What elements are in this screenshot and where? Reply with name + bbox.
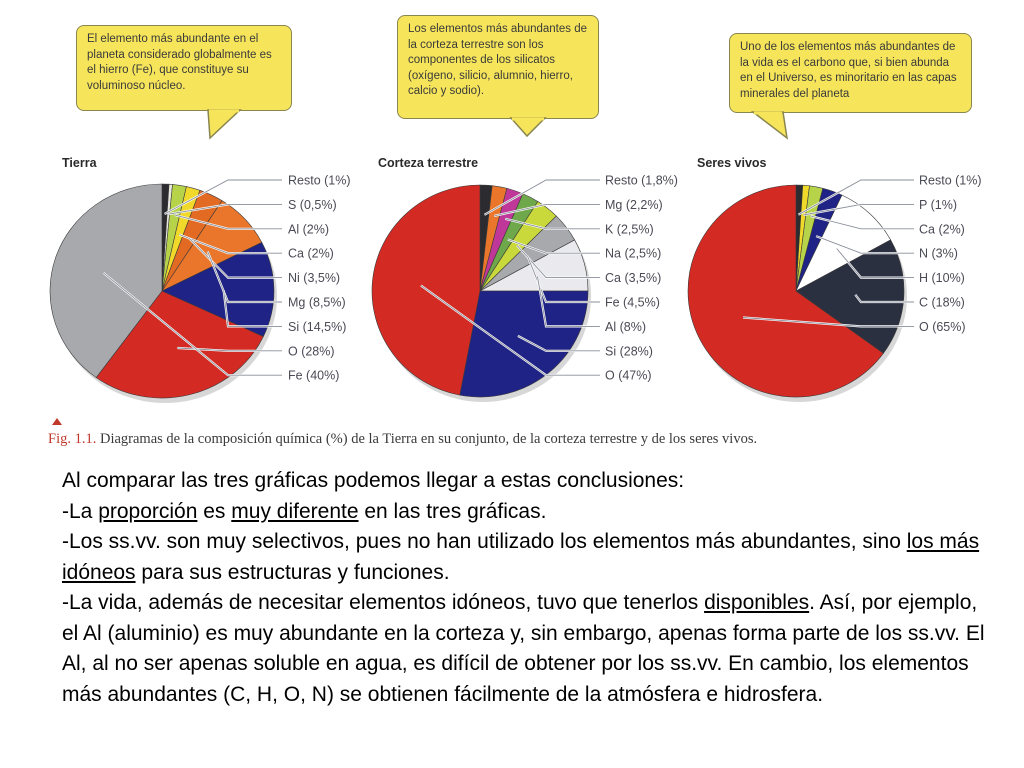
underlined-text: proporción [98, 499, 198, 523]
text-run: -Los ss.vv. son muy selectivos, pues no han utilizado los elementos más abundantes, sino [62, 530, 907, 553]
legend-label: Resto (1%) [919, 173, 982, 188]
text-run: . Así, por ejemplo, el Al (aluminio) es muy abundante en la corteza y, sin embargo, apenas forma parte de los ss.vv. El Al, al no ser apenas soluble en agua, es difícil de obtener por los ss.vv. En cambio, los elementos más abundantes (C, H, O, N) se obtienen fácilmente de la atmósfera e hidrosfera. [62, 591, 985, 706]
conclusion-available [62, 588, 992, 710]
conclusions-text [62, 466, 992, 710]
legend-label: Resto (1%) [288, 173, 351, 188]
legend-label: O (65%) [919, 319, 966, 334]
conclusion-proportion [62, 497, 992, 528]
legend-label: Ca (2%) [919, 222, 965, 237]
text-run: para sus estructuras y funciones. [135, 560, 450, 584]
chart-title-tierra: Tierra [62, 156, 97, 170]
legend-label: Si (28%) [605, 344, 653, 359]
legend-label: Al (2%) [288, 222, 329, 237]
legend-label: P (1%) [919, 197, 957, 212]
chart-title-corteza: Corteza terrestre [378, 156, 479, 170]
text-run: -La vida, además de necesitar elementos idóneos, tuvo que tenerlos [62, 591, 705, 614]
caption-marker-icon [52, 418, 62, 425]
conclusion-intro: Al comparar las tres gráficas podemos llegar a estas conclusiones: [62, 469, 685, 492]
legend-label: Na (2,5%) [605, 246, 662, 261]
legend-label: K (2,5%) [605, 222, 654, 237]
callout-text: Uno de los elementos más abundantes de la vida es el carbono que, si bien abunda en el Universo, es minoritario en las capas minerales del planeta [740, 41, 957, 100]
underlined-text: los más idóneos [62, 530, 980, 584]
legend-label: Al (8%) [605, 319, 646, 334]
legend-label: Fe (4,5%) [605, 295, 660, 310]
underlined-text: muy diferente [231, 499, 359, 523]
conclusion-selective [62, 527, 992, 588]
callout-text: El elemento más abundante en el planeta considerado globalmente es el hierro (Fe), que constituye su voluminoso núcleo. [87, 33, 272, 92]
text-run: en las tres gráficas. [358, 499, 547, 523]
legend-label: Si (14,5%) [288, 319, 347, 334]
figure-label: Fig. 1.1. [48, 431, 97, 447]
text-run: -La [62, 499, 99, 523]
legend-label: Fe (40%) [288, 368, 340, 383]
legend-label: Ca (3,5%) [605, 271, 662, 286]
legend-label: C (18%) [919, 295, 965, 310]
legend-label: Ni (3,5%) [288, 271, 341, 286]
legend-label: S (0,5%) [288, 197, 337, 212]
legend-label: O (47%) [605, 368, 652, 383]
legend-label: N (3%) [919, 246, 958, 261]
pie-slice-si [460, 291, 588, 397]
legend-label: Resto (1,8%) [605, 173, 678, 188]
legend-label: O (28%) [288, 344, 335, 359]
figure-caption-text: Diagramas de la composición química (%) de la Tierra en su conjunto, de la corteza terrestre y de los seres vivos. [99, 431, 758, 447]
callout-text: Los elementos más abundantes de la corteza terrestre son los componentes de los silicatos (oxígeno, silicio, alumnio, hierro, calcio y sodio). [408, 23, 588, 97]
legend-label: H (10%) [919, 271, 965, 286]
legend-label: Mg (2,2%) [605, 197, 663, 212]
chart-title-seres-vivos: Seres vivos [697, 156, 767, 170]
legend-label: Ca (2%) [288, 246, 334, 261]
text-run: es [197, 499, 232, 523]
figure-caption [48, 431, 757, 448]
underlined-text: disponibles [704, 591, 810, 614]
legend-label: Mg (8,5%) [288, 295, 346, 310]
